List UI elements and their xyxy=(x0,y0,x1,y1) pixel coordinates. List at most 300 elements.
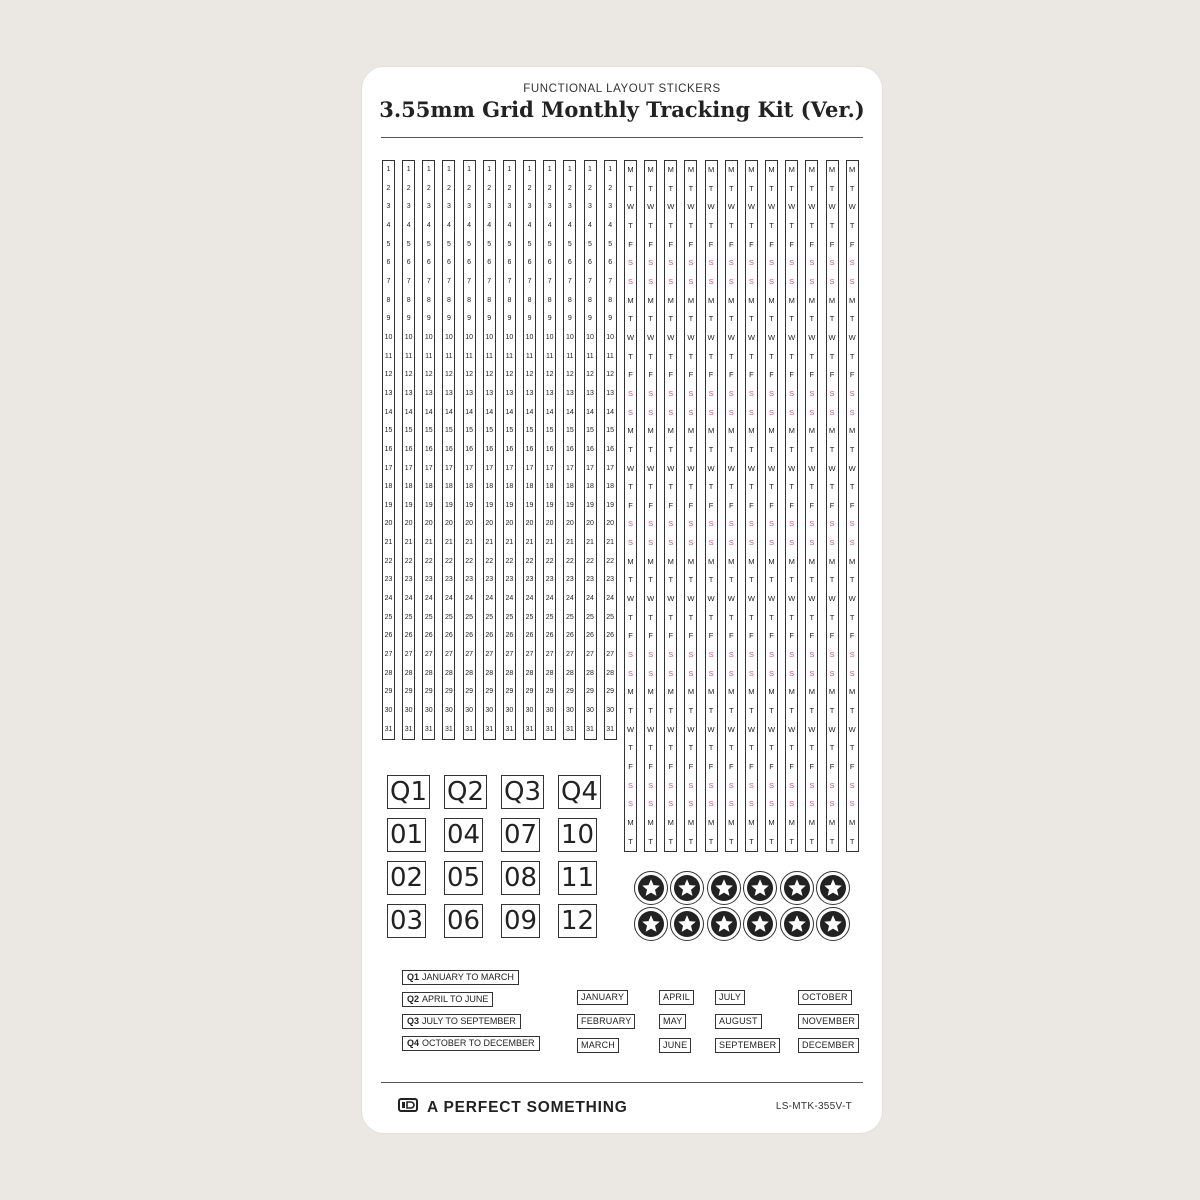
day-number: 16 xyxy=(404,445,413,453)
weekday-letter: M xyxy=(808,556,815,566)
day-number: 3 xyxy=(467,203,472,211)
day-number: 15 xyxy=(424,427,433,435)
product-code: LS-MTK-355V-T xyxy=(775,1101,852,1112)
weekday-letter: M xyxy=(748,165,755,174)
day-number: 11 xyxy=(445,352,453,360)
weekday-letter: T xyxy=(809,351,815,361)
weekday-letter: T xyxy=(829,183,835,193)
day-number: 26 xyxy=(505,632,514,640)
day-number: 13 xyxy=(606,389,615,397)
month-number-tag: 05 xyxy=(444,861,483,895)
weekday-letter: S xyxy=(627,668,633,678)
weekday-letter: M xyxy=(728,687,735,697)
weekday-letter: T xyxy=(789,743,794,753)
day-number: 26 xyxy=(485,632,494,640)
weekday-letter: M xyxy=(667,165,674,174)
weekday-letter: S xyxy=(728,258,734,268)
month-name-label: DECEMBER xyxy=(798,1038,859,1053)
weekday-letter: T xyxy=(628,743,633,753)
weekday-letter: W xyxy=(647,202,655,212)
weekday-letter: T xyxy=(628,444,633,454)
day-number: 4 xyxy=(567,221,572,229)
day-number: 26 xyxy=(445,632,453,640)
day-number: 21 xyxy=(525,539,534,547)
day-number: 21 xyxy=(404,539,413,547)
star-badge-icon xyxy=(670,907,704,941)
weekday-letter: S xyxy=(708,276,714,286)
day-number: 21 xyxy=(565,539,574,547)
weekday-letter: T xyxy=(688,706,694,716)
weekday-letter: M xyxy=(768,426,775,436)
star-badge-icon xyxy=(634,871,668,905)
weekday-letter: M xyxy=(808,817,815,827)
day-number: 18 xyxy=(465,483,473,491)
star-icon xyxy=(784,911,810,937)
month-number-tag: 01 xyxy=(387,818,426,852)
weekday-letter: F xyxy=(668,239,674,249)
day-number: 15 xyxy=(586,427,594,435)
weekday-letter: F xyxy=(849,762,855,771)
weekday-letter: F xyxy=(829,370,835,380)
day-number: 17 xyxy=(606,464,615,472)
day-number: 2 xyxy=(547,184,552,192)
day-number: 15 xyxy=(485,427,494,435)
day-number: 5 xyxy=(467,240,472,248)
day-number: 5 xyxy=(406,240,411,248)
day-number: 3 xyxy=(487,203,492,211)
weekday-letter: W xyxy=(687,594,695,604)
weekday-letter: M xyxy=(849,165,856,174)
weekday-letter: T xyxy=(628,183,633,193)
weekday-letter: T xyxy=(668,444,674,454)
weekday-letter: T xyxy=(789,183,794,193)
weekday-letter: S xyxy=(708,780,714,790)
day-number: 20 xyxy=(545,520,554,528)
weekday-letter: F xyxy=(628,239,633,249)
quarter-tag: Q3 xyxy=(501,775,544,809)
weekday-letter: W xyxy=(727,332,735,342)
weekday-letter: T xyxy=(728,220,734,230)
weekday-letter: T xyxy=(769,220,774,230)
day-number: 10 xyxy=(485,333,494,341)
day-number: 13 xyxy=(525,389,534,397)
day-number: 8 xyxy=(446,296,451,304)
weekday-letter: T xyxy=(688,183,694,193)
weekday-letter: F xyxy=(829,239,835,249)
weekday-letter: T xyxy=(789,444,794,454)
weekday-letter: W xyxy=(707,724,715,734)
weekday-letter: T xyxy=(789,220,794,230)
weekday-letter: M xyxy=(849,556,856,566)
weekday-letter: S xyxy=(648,799,654,809)
weekday-letter: T xyxy=(688,575,694,585)
weekday-letter: T xyxy=(708,314,714,324)
weekday-letter: W xyxy=(768,724,776,734)
weekday-letter: W xyxy=(727,202,735,212)
weekday-letter: T xyxy=(668,743,674,753)
day-number: 10 xyxy=(545,333,554,341)
day-number: 2 xyxy=(567,184,572,192)
quarter-range-label xyxy=(402,992,493,1007)
weekday-letter: T xyxy=(628,220,633,230)
weekday-letter: F xyxy=(849,239,855,249)
star-icon xyxy=(711,911,737,937)
day-number: 16 xyxy=(505,445,514,453)
weekday-letter: S xyxy=(627,258,633,268)
weekday-letter: M xyxy=(707,687,715,697)
day-number: 24 xyxy=(606,595,615,603)
day-number: 25 xyxy=(606,613,615,621)
weekday-letter: F xyxy=(648,631,653,641)
month-number-tag: 03 xyxy=(387,904,426,938)
day-number: 19 xyxy=(606,501,615,509)
day-number: 2 xyxy=(527,184,532,192)
day-number: 4 xyxy=(467,221,472,229)
weekday-letter: S xyxy=(789,650,795,660)
weekday-letter: S xyxy=(688,538,694,548)
weekday-letter: W xyxy=(768,463,776,473)
day-number: 6 xyxy=(547,259,552,267)
weekday-strip xyxy=(805,160,818,852)
weekday-letter: S xyxy=(728,519,734,529)
weekday-letter: S xyxy=(688,519,694,529)
weekday-letter: F xyxy=(628,762,633,771)
day-number-strip xyxy=(563,160,576,740)
weekday-letter: T xyxy=(648,220,653,230)
day-number: 4 xyxy=(406,221,411,229)
weekday-letter: W xyxy=(687,463,695,473)
day-number: 8 xyxy=(426,296,431,304)
day-number: 23 xyxy=(424,576,433,584)
day-number: 2 xyxy=(406,184,411,192)
weekday-letter: M xyxy=(768,165,775,174)
day-number: 1 xyxy=(567,166,572,173)
day-number: 1 xyxy=(487,166,492,173)
day-number: 20 xyxy=(445,520,453,528)
day-number: 12 xyxy=(404,371,413,379)
day-number: 3 xyxy=(507,203,512,211)
day-number: 5 xyxy=(567,240,572,248)
weekday-letter: F xyxy=(728,762,734,771)
weekday-letter: M xyxy=(728,165,735,174)
day-number: 7 xyxy=(386,277,391,285)
weekday-letter: F xyxy=(688,239,694,249)
weekday-letter: W xyxy=(626,463,635,473)
quarter-range-label xyxy=(402,970,519,985)
weekday-letter: T xyxy=(708,836,714,846)
weekday-letter: S xyxy=(849,799,855,809)
weekday-letter: T xyxy=(628,482,633,492)
weekday-letter: S xyxy=(748,668,754,678)
weekday-letter: W xyxy=(707,332,715,342)
day-number: 11 xyxy=(606,352,614,360)
weekday-letter: M xyxy=(647,295,654,305)
weekday-letter: S xyxy=(809,780,815,790)
day-number: 15 xyxy=(565,427,574,435)
weekday-letter: F xyxy=(809,631,815,641)
star-icon xyxy=(820,911,846,937)
weekday-letter: S xyxy=(748,258,754,268)
weekday-letter: T xyxy=(829,743,835,753)
day-number: 12 xyxy=(445,371,453,379)
weekday-letter: M xyxy=(828,817,836,827)
day-number: 13 xyxy=(545,389,554,397)
day-number: 14 xyxy=(424,408,433,416)
weekday-letter: W xyxy=(667,332,675,342)
weekday-letter: M xyxy=(828,426,836,436)
day-number: 20 xyxy=(384,520,393,528)
day-number: 24 xyxy=(465,595,473,603)
weekday-letter: S xyxy=(809,799,815,809)
day-number: 20 xyxy=(565,520,574,528)
weekday-letter: F xyxy=(769,762,774,771)
quarter-tag: Q2 xyxy=(444,775,487,809)
star-icon xyxy=(820,875,846,901)
day-number: 2 xyxy=(507,184,512,192)
day-number: 28 xyxy=(565,669,574,677)
day-number: 21 xyxy=(465,539,473,547)
weekday-letter: W xyxy=(808,332,816,342)
weekday-letter: T xyxy=(668,836,674,846)
day-number: 2 xyxy=(487,184,492,192)
day-number: 21 xyxy=(384,539,393,547)
weekday-letter: S xyxy=(728,799,734,809)
weekday-letter: T xyxy=(749,314,754,324)
day-number: 14 xyxy=(565,408,574,416)
weekday-letter: M xyxy=(828,295,836,305)
day-number: 30 xyxy=(424,707,433,715)
weekday-letter: S xyxy=(688,258,694,268)
day-number: 14 xyxy=(384,408,393,416)
day-number: 27 xyxy=(545,651,554,659)
weekday-letter: M xyxy=(788,817,795,827)
month-name-label: NOVEMBER xyxy=(798,1014,859,1029)
day-number: 27 xyxy=(485,651,494,659)
day-number: 3 xyxy=(426,203,431,211)
weekday-letter: M xyxy=(687,295,695,305)
day-number: 19 xyxy=(586,501,594,509)
weekday-letter: W xyxy=(828,724,836,734)
weekday-letter: W xyxy=(828,332,836,342)
weekday-letter: T xyxy=(829,351,835,361)
weekday-letter: S xyxy=(789,668,795,678)
day-number: 16 xyxy=(445,445,453,453)
weekday-letter: T xyxy=(668,220,674,230)
day-number: 25 xyxy=(586,613,594,621)
weekday-letter: S xyxy=(708,407,714,417)
day-number: 1 xyxy=(467,166,472,173)
weekday-letter: T xyxy=(749,706,754,716)
weekday-strip xyxy=(826,160,839,852)
day-number: 11 xyxy=(384,352,393,360)
weekday-letter: T xyxy=(849,836,855,846)
weekday-letter: S xyxy=(829,780,835,790)
star-icon xyxy=(784,875,810,901)
quarter-code: Q4 xyxy=(407,1038,420,1048)
quarter-tag: Q4 xyxy=(558,775,601,809)
day-number: 29 xyxy=(404,688,413,696)
day-number: 10 xyxy=(384,333,393,341)
day-number: 9 xyxy=(467,315,472,323)
day-number: 1 xyxy=(527,166,532,173)
day-number: 30 xyxy=(465,707,473,715)
day-number: 20 xyxy=(424,520,433,528)
weekday-letter: S xyxy=(728,668,734,678)
weekday-letter: T xyxy=(648,183,653,193)
weekday-letter: W xyxy=(707,594,715,604)
day-number: 13 xyxy=(505,389,514,397)
weekday-letter: M xyxy=(728,817,735,827)
weekday-letter: T xyxy=(809,482,815,492)
day-number: 15 xyxy=(384,427,393,435)
day-number: 26 xyxy=(424,632,433,640)
day-number: 30 xyxy=(525,707,534,715)
month-number-tag: 06 xyxy=(444,904,483,938)
weekday-letter: W xyxy=(626,332,635,342)
day-number: 12 xyxy=(465,371,473,379)
day-number: 23 xyxy=(404,576,413,584)
day-number: 13 xyxy=(424,389,433,397)
weekday-letter: M xyxy=(667,426,674,436)
day-number: 2 xyxy=(608,184,613,192)
weekday-letter: S xyxy=(648,407,654,417)
weekday-letter: S xyxy=(748,538,754,548)
weekday-letter: W xyxy=(667,202,675,212)
day-number: 25 xyxy=(525,613,534,621)
weekday-letter: T xyxy=(809,444,815,454)
weekday-letter: S xyxy=(769,780,775,790)
day-number: 20 xyxy=(404,520,413,528)
weekday-letter: F xyxy=(809,500,815,510)
weekday-letter: S xyxy=(789,407,795,417)
weekday-letter: F xyxy=(708,239,714,249)
day-number: 5 xyxy=(588,240,592,248)
weekday-letter: T xyxy=(708,183,714,193)
weekday-letter: S xyxy=(769,519,775,529)
day-number: 26 xyxy=(545,632,554,640)
day-number: 7 xyxy=(588,277,592,285)
weekday-letter: S xyxy=(668,519,674,529)
day-number: 6 xyxy=(386,259,391,267)
weekday-letter: W xyxy=(788,332,796,342)
day-number: 18 xyxy=(565,483,574,491)
weekday-letter: M xyxy=(788,295,795,305)
weekday-letter: F xyxy=(769,631,774,641)
day-number: 4 xyxy=(487,221,492,229)
day-number: 4 xyxy=(588,221,592,229)
day-number: 13 xyxy=(404,389,413,397)
day-number: 2 xyxy=(426,184,431,192)
weekday-letter: S xyxy=(728,538,734,548)
weekday-letter: F xyxy=(728,500,734,510)
day-number: 19 xyxy=(525,501,534,509)
day-number: 25 xyxy=(404,613,413,621)
day-number: 19 xyxy=(505,501,514,509)
weekday-letter: M xyxy=(687,426,695,436)
day-number: 21 xyxy=(586,539,594,547)
day-number: 28 xyxy=(485,669,494,677)
weekday-letter: S xyxy=(627,407,633,417)
weekday-letter: T xyxy=(728,612,734,622)
day-number: 28 xyxy=(606,669,615,677)
weekday-letter: T xyxy=(749,482,754,492)
day-number-strip xyxy=(422,160,435,740)
day-number: 19 xyxy=(445,501,453,509)
weekday-letter: W xyxy=(848,202,856,212)
day-number: 6 xyxy=(487,259,492,267)
weekday-letter: T xyxy=(809,612,815,622)
weekday-letter: W xyxy=(687,724,695,734)
weekday-letter: T xyxy=(769,314,774,324)
day-number: 14 xyxy=(586,408,594,416)
day-number: 6 xyxy=(406,259,411,267)
weekday-letter: S xyxy=(769,407,775,417)
day-number: 29 xyxy=(505,688,514,696)
weekday-letter: T xyxy=(829,575,835,585)
day-number: 12 xyxy=(505,371,514,379)
weekday-letter: T xyxy=(769,706,774,716)
day-number: 22 xyxy=(445,557,453,565)
weekday-letter: S xyxy=(728,407,734,417)
day-number: 7 xyxy=(426,277,431,285)
day-number: 19 xyxy=(485,501,494,509)
weekday-letter: M xyxy=(667,817,674,827)
weekday-letter: S xyxy=(769,799,775,809)
month-name-label: SEPTEMBER xyxy=(715,1038,780,1053)
day-number: 11 xyxy=(465,352,473,360)
weekday-letter: M xyxy=(707,817,715,827)
day-number: 15 xyxy=(465,427,473,435)
day-number: 26 xyxy=(384,632,393,640)
day-number: 3 xyxy=(567,203,572,211)
day-number: 1 xyxy=(426,166,431,173)
day-number: 9 xyxy=(527,315,532,323)
day-number: 9 xyxy=(446,315,451,323)
weekday-letter: T xyxy=(728,836,734,846)
quarter-code: Q3 xyxy=(407,1016,420,1026)
day-number: 22 xyxy=(586,557,594,565)
day-number: 4 xyxy=(507,221,512,229)
weekday-letter: T xyxy=(849,314,855,324)
day-number: 25 xyxy=(545,613,554,621)
weekday-letter: T xyxy=(728,482,734,492)
quarter-tag: Q1 xyxy=(387,775,430,809)
weekday-letter: W xyxy=(707,202,715,212)
month-name-label: JANUARY xyxy=(577,990,628,1005)
day-number: 23 xyxy=(586,576,594,584)
header-divider xyxy=(381,137,863,138)
weekday-letter: S xyxy=(668,407,674,417)
day-number: 12 xyxy=(545,371,554,379)
weekday-letter: S xyxy=(627,650,633,660)
weekday-letter: S xyxy=(769,650,775,660)
month-name-label: AUGUST xyxy=(715,1014,762,1029)
day-number: 10 xyxy=(525,333,534,341)
day-number: 27 xyxy=(525,651,534,659)
weekday-letter: W xyxy=(626,202,635,212)
weekday-letter: S xyxy=(688,668,694,678)
weekday-letter: M xyxy=(808,295,815,305)
weekday-letter: T xyxy=(829,314,835,324)
weekday-letter: S xyxy=(789,538,795,548)
day-number: 21 xyxy=(445,539,453,547)
day-number: 18 xyxy=(586,483,594,491)
day-number: 10 xyxy=(424,333,433,341)
day-number: 13 xyxy=(586,389,594,397)
weekday-letter: M xyxy=(627,556,634,566)
star-icon xyxy=(674,875,700,901)
weekday-letter: S xyxy=(688,388,694,398)
